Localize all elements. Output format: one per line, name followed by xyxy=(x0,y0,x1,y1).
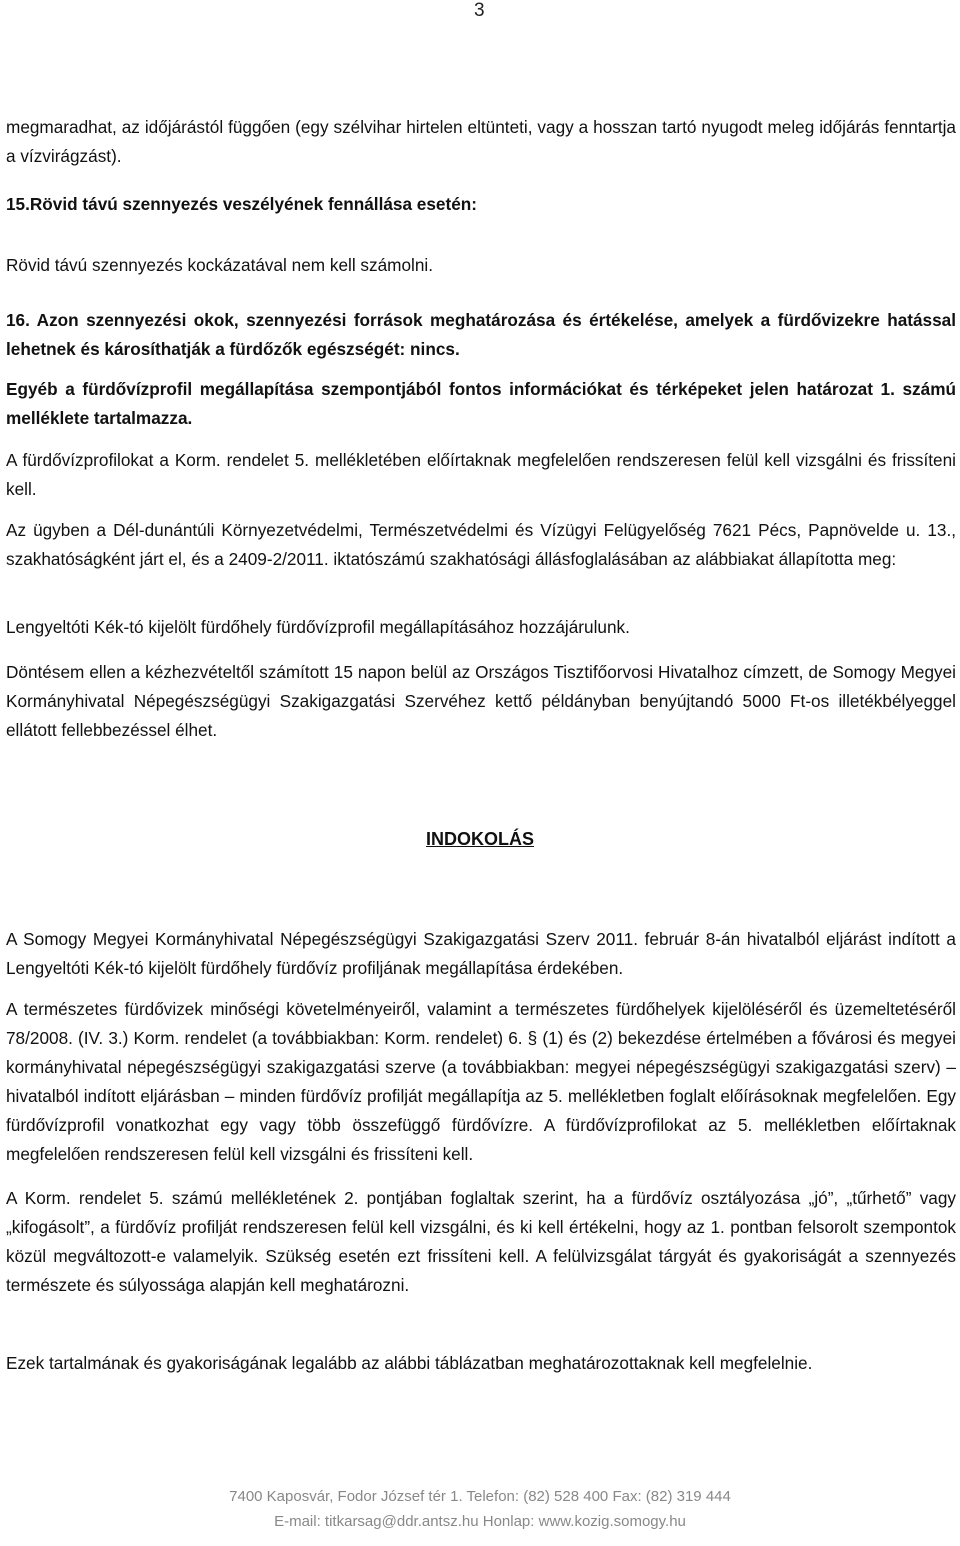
paragraph-review: A fürdővízprofilokat a Korm. rendelet 5. mellékletében előírtaknak megfelelően rendszeresen felül kell vizsgálni és frissíteni kell. xyxy=(6,450,956,499)
paragraph-procedure: A Somogy Megyei Kormányhivatal Népegészségügyi Szakigazgatási Szerv 2011. február 8-án hivatalból eljárást indított a Lengyeltóti Kék-tó kijelölt fürdőhely fürdővíz profiljának megállapítása érdekében. xyxy=(6,929,956,978)
paragraph-other-info: Egyéb a fürdővízprofil megállapítása szempontjából fontos információkat és térképeket jelen határozat 1. számú melléklete tartalmazza. xyxy=(6,379,956,428)
paragraph-consent: Lengyeltóti Kék-tó kijelölt fürdőhely fürdővízprofil megállapításához hozzájárulunk. xyxy=(6,617,630,637)
footer-address: 7400 Kaposvár, Fodor József tér 1. Telefon: (82) 528 400 Fax: (82) 319 444 xyxy=(229,1488,731,1505)
paragraph-regulation: A természetes fürdővizek minőségi követelményeiről, valamint a természetes fürdőhelyek kijelöléséről és üzemeltetéséről 78/2008. (IV. 3.) Korm. rendelet (a továbbiakban: Korm. rendelet) 6. § (1) és (2) bekezdése értelmében a fővárosi és megyei kormányhivatal népegészségügyi szakigazgatási szerve (a továbbiakban: megyei népegészségügyi szakigazgatási szerv) – hivatalból indított eljárásban – minden fürdővíz profilját megállapítja az 5. mellékletben foglalt előírásoknak megfelelően. Egy fürdővízprofil vonatkozhat egy vagy több összefüggő fürdővízre. A fürdővízprofilokat az 5. mellékletben előírtaknak megfelelően rendszeresen felül kell vizsgálni és frissíteni kell. xyxy=(6,999,956,1164)
page-number: 3 xyxy=(474,0,485,21)
paragraph-table-intro: Ezek tartalmának és gyakoriságának legalább az alábbi táblázatban meghatározottaknak kell megfelelnie. xyxy=(6,1353,813,1373)
paragraph-appeal: Döntésem ellen a kézhezvételtől számított 15 napon belül az Országos Tisztifőorvosi Hivatalhoz címzett, de Somogy Megyei Kormányhivatal Népegészségügyi Szakigazgatási Szervéhez kettő példányban benyújtandó 5000 Ft-os illetékbélyeggel ellátott fellebbezéssel élhet. xyxy=(6,662,956,740)
section-15-heading: 15.Rövid távú szennyezés veszélyének fennállása esetén: xyxy=(6,194,477,214)
paragraph-classification: A Korm. rendelet 5. számú mellékletének 2. pontjában foglaltak szerint, ha a fürdővíz osztályozása „jó”, „tűrhető” vagy „kifogásolt”, a fürdővíz profilját rendszeresen felül kell vizsgálni, és ki kell értékelni, hogy az 1. pontban felsorolt szempontok közül megváltozott-e valamelyik. Szükség esetén ezt frissíteni kell. A felülvizsgálat tárgyát és gyakoriságát a szennyezés természete és súlyossága alapján kell meghatározni. xyxy=(6,1188,956,1295)
footer-contact: E-mail: titkarsag@ddr.antsz.hu Honlap: www.kozig.somogy.hu xyxy=(274,1513,686,1530)
paragraph-authority: Az ügyben a Dél-dunántúli Környezetvédelmi, Természetvédelmi és Vízügyi Felügyelőség 7621 Pécs, Papnövelde u. 13., szakhatóságként járt el, és a 2409-2/2011. iktatószámú szakhatósági állásfoglalásában az alábbiakat állapította meg: xyxy=(6,520,956,569)
paragraph-continuation: megmaradhat, az időjárástól függően (egy szélvihar hirtelen eltünteti, vagy a hosszan tartó nyugodt meleg időjárás fenntartja a vízvirágzást). xyxy=(6,117,956,166)
paragraph-short-term-pollution: Rövid távú szennyezés kockázatával nem kell számolni. xyxy=(6,255,434,275)
indokolas-heading: INDOKOLÁS xyxy=(426,829,534,849)
section-16-heading: 16. Azon szennyezési okok, szennyezési források meghatározása és értékelése, amelyek a fürdővizekre hatással lehetnek és károsíthatják a fürdőzők egészségét: nincs. xyxy=(6,310,956,359)
